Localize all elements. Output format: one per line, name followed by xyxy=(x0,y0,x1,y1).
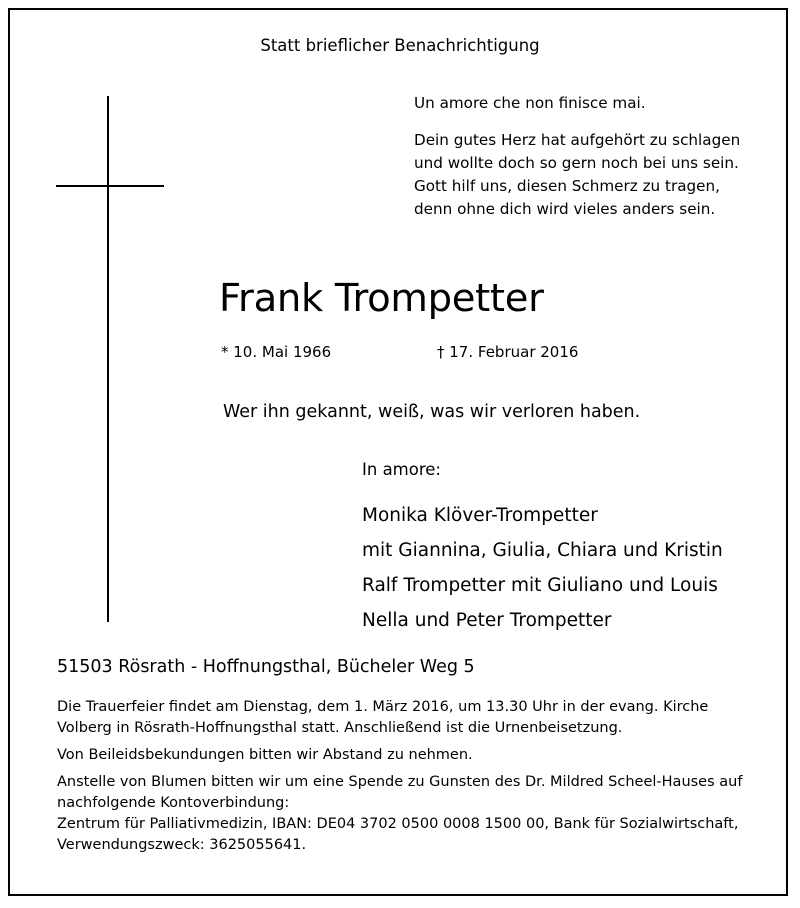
verse-line: Gott hilf uns, diesen Schmerz zu tragen, xyxy=(414,177,720,195)
header-line: Statt brieflicher Benachrichtigung xyxy=(260,36,540,55)
verse-line: denn ohne dich wird vieles anders sein. xyxy=(414,200,716,218)
cross-horizontal-bar xyxy=(56,185,164,187)
family-line: mit Giannina, Giulia, Chiara und Kristin xyxy=(362,540,723,561)
deceased-name: Frank Trompetter xyxy=(219,276,544,321)
family-line: Ralf Trompetter mit Giuliano und Louis xyxy=(362,575,718,596)
birth-date: * 10. Mai 1966 xyxy=(221,343,332,361)
verse-line: und wollte doch so gern noch bei uns sein. xyxy=(414,154,739,172)
in-amore-label: In amore: xyxy=(362,460,441,479)
verse-line: Dein gutes Herz hat aufgehört zu schlagen xyxy=(414,131,741,149)
purpose-line: Verwendungszweck: 3625055641. xyxy=(57,837,307,853)
address: 51503 Rösrath - Hoffnungsthal, Bücheler Weg 5 xyxy=(57,657,475,677)
bank-details: Zentrum für Palliativmedizin, IBAN: DE04 3702 0500 0008 1500 00, Bank für Sozialwirtschaft, xyxy=(57,816,739,832)
verse-line: Un amore che non finisce mai. xyxy=(414,94,646,112)
cross-vertical-bar xyxy=(107,96,109,622)
family-line: Monika Klöver-Trompetter xyxy=(362,505,598,526)
condolences-text: Von Beileidsbekundungen bitten wir Abstand zu nehmen. xyxy=(57,747,473,763)
family-list xyxy=(362,498,723,638)
donation-text: Anstelle von Blumen bitten wir um eine Spende zu Gunsten des Dr. Mildred Scheel-Hauses auf nachfolgende Kontoverbindung: xyxy=(57,774,743,811)
ceremony-text: Die Trauerfeier findet am Dienstag, dem 1. März 2016, um 13.30 Uhr in der evang. Kirche Volberg in Rösrath-Hoffnungsthal statt. Anschließend ist die Urnenbeisetzung. xyxy=(57,699,709,736)
family-line: Nella und Peter Trompetter xyxy=(362,610,612,631)
memorial-saying: Wer ihn gekannt, weiß, was wir verloren haben. xyxy=(223,402,641,422)
info-block xyxy=(57,697,747,856)
death-date: † 17. Februar 2016 xyxy=(437,343,579,361)
verse xyxy=(414,92,740,221)
